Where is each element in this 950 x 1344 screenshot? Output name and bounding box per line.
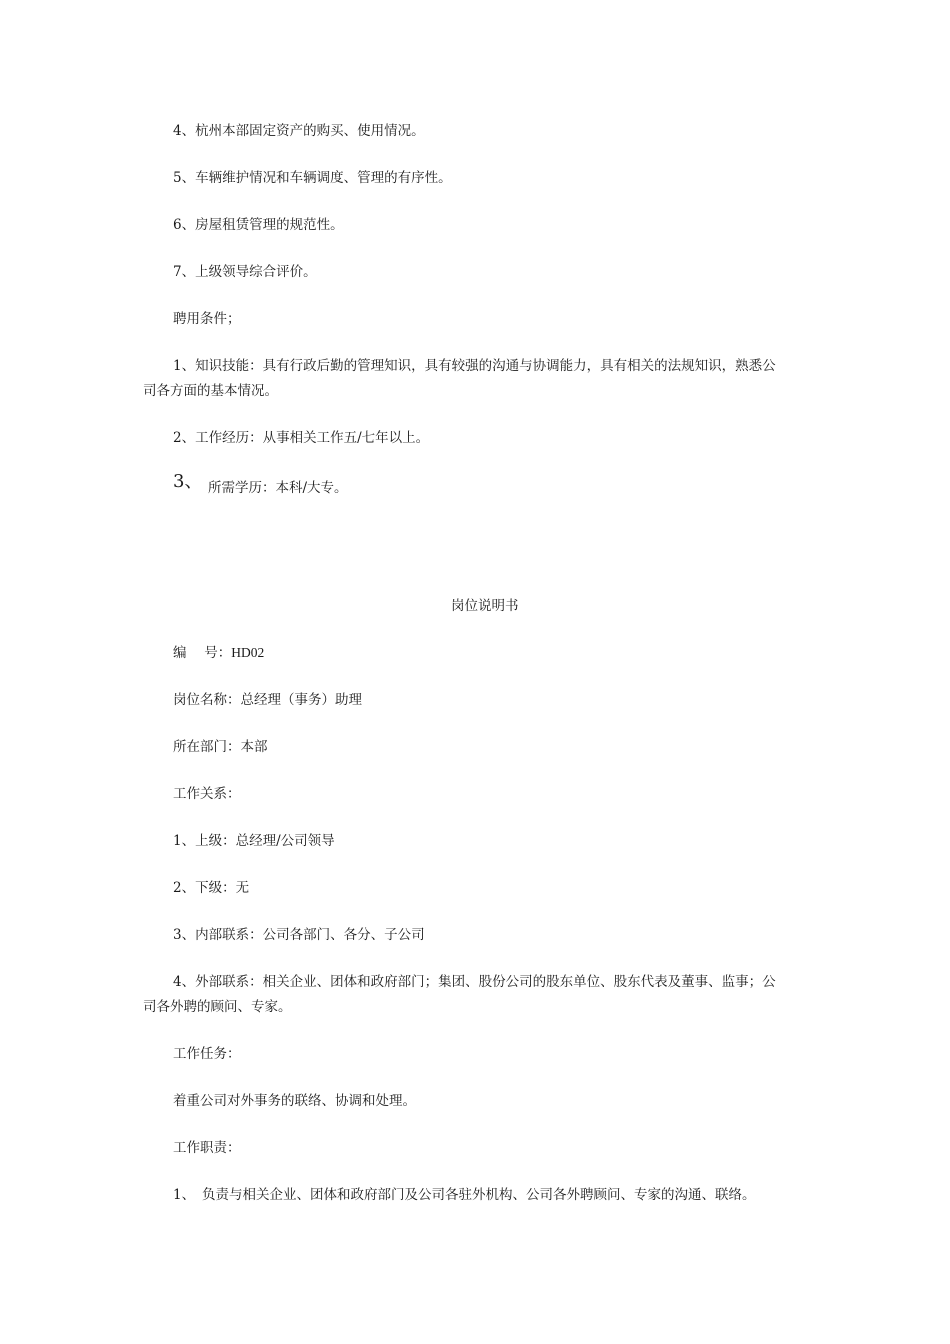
position-name: 岗位名称：总经理（事务）助理 [173, 692, 362, 708]
relation-superior: 1、上级：总经理/公司领导 [173, 833, 335, 849]
condition-knowledge-line2: 司各方面的基本情况。 [143, 383, 278, 399]
work-task-heading: 工作任务： [173, 1046, 241, 1062]
relation-external-line1: 4、外部联系：相关企业、团体和政府部门；集团、股份公司的股东单位、股东代表及董事、监事；公 [173, 974, 776, 990]
job-description-title: 岗位说明书 [451, 598, 519, 614]
duty-1-text: 负责与相关企业、团体和政府部门及公司各驻外机构、公司各外聘顾问、专家的沟通、联络。 [202, 1187, 756, 1203]
relation-subordinate: 2、下级：无 [173, 880, 250, 896]
work-relations-heading: 工作关系： [173, 786, 241, 802]
department: 所在部门：本部 [173, 739, 268, 755]
condition-experience: 2、工作经历：从事相关工作五/七年以上。 [173, 430, 430, 446]
job-code-value: HD02 [231, 645, 265, 660]
duty-1-number: 1、 [173, 1187, 196, 1203]
evaluation-item-5: 5、车辆维护情况和车辆调度、管理的有序性。 [173, 170, 452, 186]
relation-internal: 3、内部联系：公司各部门、各分、子公司 [173, 927, 425, 943]
condition-education-number: 3、 [173, 471, 203, 492]
job-code-label: 编 号： [173, 645, 232, 661]
evaluation-item-6: 6、房屋租赁管理的规范性。 [173, 217, 344, 233]
work-duty-heading: 工作职责： [173, 1140, 241, 1156]
hiring-conditions-heading: 聘用条件； [173, 311, 241, 327]
job-code [173, 643, 264, 663]
relation-external-line2: 司各外聘的顾问、专家。 [143, 999, 292, 1015]
work-task-text: 着重公司对外事务的联络、协调和处理。 [173, 1093, 416, 1109]
evaluation-item-4: 4、杭州本部固定资产的购买、使用情况。 [173, 123, 425, 139]
evaluation-item-7: 7、上级领导综合评价。 [173, 264, 317, 280]
condition-education-text: 所需学历：本科/大专。 [208, 480, 348, 496]
condition-knowledge-line1: 1、知识技能：具有行政后勤的管理知识，具有较强的沟通与协调能力，具有相关的法规知识，熟悉公 [173, 358, 776, 374]
